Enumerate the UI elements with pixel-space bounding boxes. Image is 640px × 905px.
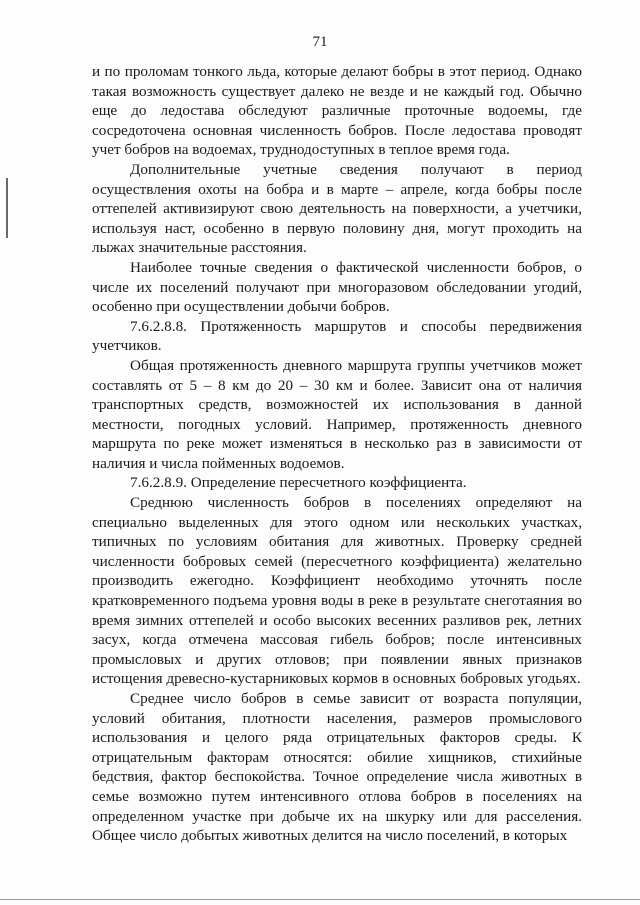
section-heading-route-length: 7.6.2.8.8. Протяженность маршрутов и способы передвижения учетчиков. (92, 317, 582, 355)
paragraph-average-numbers: Среднюю численность бобров в поселениях определяют на специально выделенных для этого одном или нескольких участках, типичных по условиям обитания для животных. Проверку средней численности бобровых семей (пересчетного коэффициента) желательно производить ежегодно. Коэффициент необходимо уточнять после кратковременного подъема уровня воды в реке в результате снеготаяния во время зимних оттепелей и особо высоких весенних разливов рек, летних засух, когда отмечена массовая гибель бобров; после интенсивных промысловых и других отловов; при появлении явных признаков истощения древесно-кустарниковых кормов в основных бобровых угодьях. (92, 494, 582, 688)
paragraph-continuation: и по проломам тонкого льда, которые делают бобры в этот период. Однако такая возможность существует далеко не везде и не каждый год. Обычно еще до ледостава обследуют различные проточные водоемы, где сосредоточена основная численность бобров. После ледостава проводят учет бобров на водоемах, труднодоступных в теплое время года. (92, 63, 582, 159)
paragraph-accurate-data: Наиболее точные сведения о фактической численности бобров, о числе их поселений получают при многоразовом обследовании угодий, особенно при осуществлении добычи бобров. (92, 258, 582, 316)
section-heading-coefficient: 7.6.2.8.9. Определение пересчетного коэффициента. (130, 474, 467, 492)
paragraph-family-size: Среднее число бобров в семье зависит от возраста популяции, условий обитания, плотности населения, размеров промыслового использования и целого ряда отрицательных факторов среды. К отрицательным факторам относятся: обилие хищников, стихийные бедствия, фактор беспокойства. Точное определение числа животных в семье возможно путем интенсивного отлова бобров в поселениях на определенном участке при добыче их на шкурку или для расселения. Общее число добытых животных делится на число поселений, в которых (92, 690, 582, 845)
paragraph-additional-data: Дополнительные учетные сведения получают в период осуществления охоты на бобра и в марте – апреле, когда бобры после оттепелей активизируют свою деятельность на поверхности, а учетчики, используя наст, особенно в первую половину дня, могут проходить на лыжах значительные расстояния. (92, 160, 582, 257)
page-body (92, 62, 582, 846)
scan-edge-mark (6, 178, 8, 238)
scan-bottom-edge (0, 899, 640, 900)
page-number: 71 (312, 34, 328, 50)
paragraph-route-length: Общая протяженность дневного маршрута группы учетчиков может составлять от 5 – 8 км до 20 – 30 км и более. Зависит она от наличия транспортных средств, возможностей их использования в данной местности, погодных условий. Например, протяженность дневного маршрута по реке может изменяться в несколько раз в зависимости от наличия и числа пойменных водоемов. (92, 356, 582, 472)
